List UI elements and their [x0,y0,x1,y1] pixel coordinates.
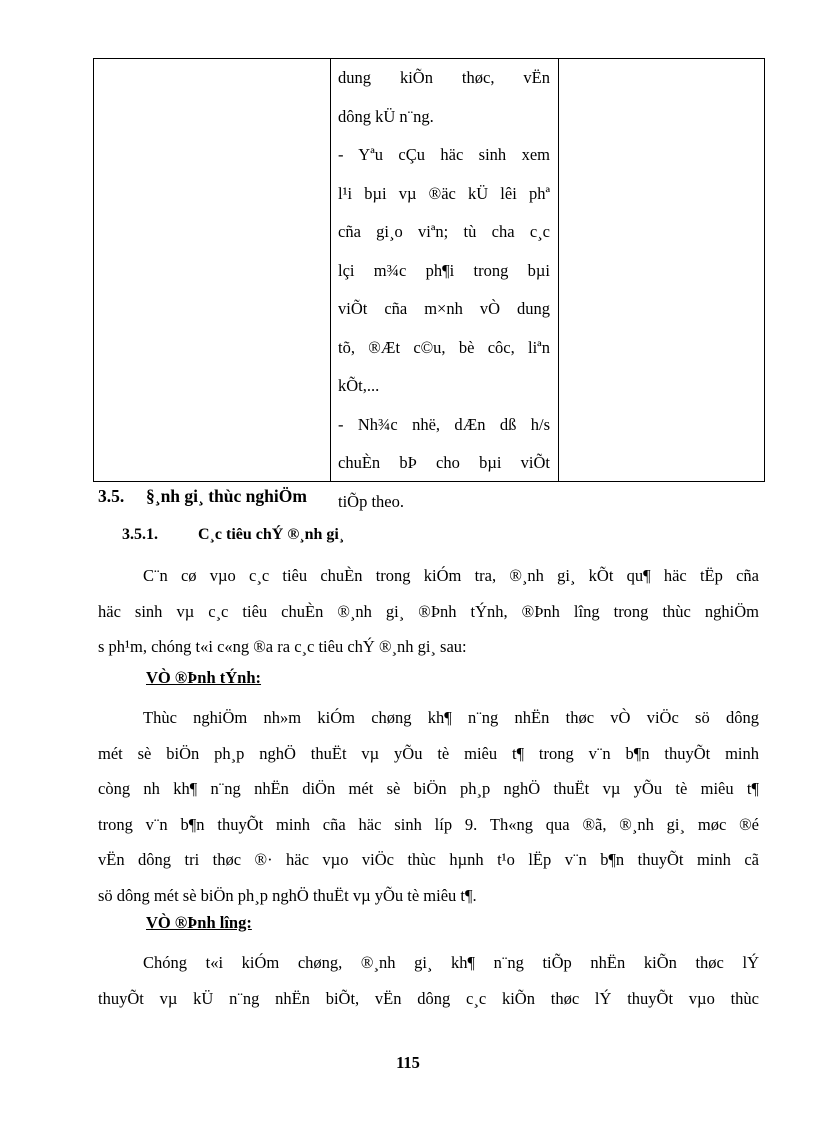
section-heading [98,486,307,507]
page-number: 115 [396,1053,420,1072]
cell-line: dung kiÕn thøc, vËn [338,68,550,87]
paragraph-quantitative [98,945,759,1016]
paragraph-line: trong v¨n b¶n thuyÕt minh cña häc sinh líp 9. Th«ng qua ®ã, ®¸nh gi¸ møc ®é [98,814,759,834]
table-column-divider [330,59,331,481]
paragraph-line: Thùc nghiÖm nh»m kiÓm chøng kh¶ n¨ng nhËn thøc vÒ viÖc sö dông [143,708,759,727]
table-cell-student-activities [338,59,550,521]
cell-line: lçi m¾c ph¶i trong bµi [338,260,550,280]
paragraph-line: thuyÕt vµ kÜ n¨ng nhËn biÕt, vËn dông c¸c kiÕn thøc lÝ thuyÕt vµo thùc [98,988,759,1008]
cell-line: chuÈn bÞ cho bµi viÕt [338,453,550,472]
cell-line: tiÕp theo. [338,491,404,511]
paragraph-line: mét sè biÖn ph¸p nghÖ thuËt vµ yÕu tè miêu t¶ trong v¨n b¶n thuyÕt minh [98,743,759,763]
paragraph-line: C¨n cø vµo c¸c tiêu chuÈn trong kiÓm tra, ®¸nh gi¸ kÕt qu¶ häc tËp cña [143,566,759,585]
paragraph-line: häc sinh vµ c¸c tiêu chuÈn ®¸nh gi¸ ®Þnh tÝnh, ®Þnh lîng trong thùc nghiÖm [98,601,759,621]
cell-line: l¹i bµi vµ ®äc kÜ lêi phª [338,183,550,203]
quantitative-heading: VÒ ®Þnh lîng: [146,913,252,932]
paragraph-line: vËn dông tri thøc ®· häc vµo viÖc thùc hµnh t¹o lËp v¨n b¶n thuyÕt minh cã [98,850,759,869]
cell-line: viÕt cña m×nh vÒ dung [338,299,550,318]
cell-line: - Yªu cÇu häc sinh xem [338,145,550,164]
subsection-heading [122,526,344,544]
paragraph-line: s ph¹m, chóng t«i c«ng ®a ra c¸c tiêu chÝ ®¸nh gi¸ sau: [98,637,467,656]
section-title: §¸nh gi¸ thùc nghiÖm [146,486,307,506]
paragraph-criteria-intro [98,558,759,665]
qualitative-heading: VÒ ®Þnh tÝnh: [146,668,262,687]
paragraph-line: sö dông mét sè biÖn ph¸p nghÖ thuËt vµ yÕu tè miêu t¶. [98,885,477,905]
table-column-divider [558,59,559,481]
section-number: 3.5. [98,486,125,506]
cell-line: dông kÜ n¨ng. [338,106,434,126]
paragraph-line: còng nh kh¶ n¨ng nhËn diÖn mét sè biÖn ph¸p nghÖ thuËt vµ yÕu tè miêu t¶ [98,779,759,798]
paragraph-line: Chóng t«i kiÓm chøng, ®¸nh gi¸ kh¶ n¨ng tiÕp nhËn kiÕn thøc lÝ [143,953,759,972]
cell-line: - Nh¾c nhë, dÆn dß h/s [338,414,550,434]
cell-line: tõ, ®Æt c©u, bè côc, liªn [338,337,550,357]
cell-line: kÕt,... [338,376,380,395]
paragraph-qualitative [98,700,759,913]
subsection-number: 3.5.1. [122,526,158,543]
subsection-title: C¸c tiêu chÝ ®¸nh gi¸ [198,526,345,543]
cell-line: cña gi¸o viªn; tù cha c¸c [338,222,550,241]
